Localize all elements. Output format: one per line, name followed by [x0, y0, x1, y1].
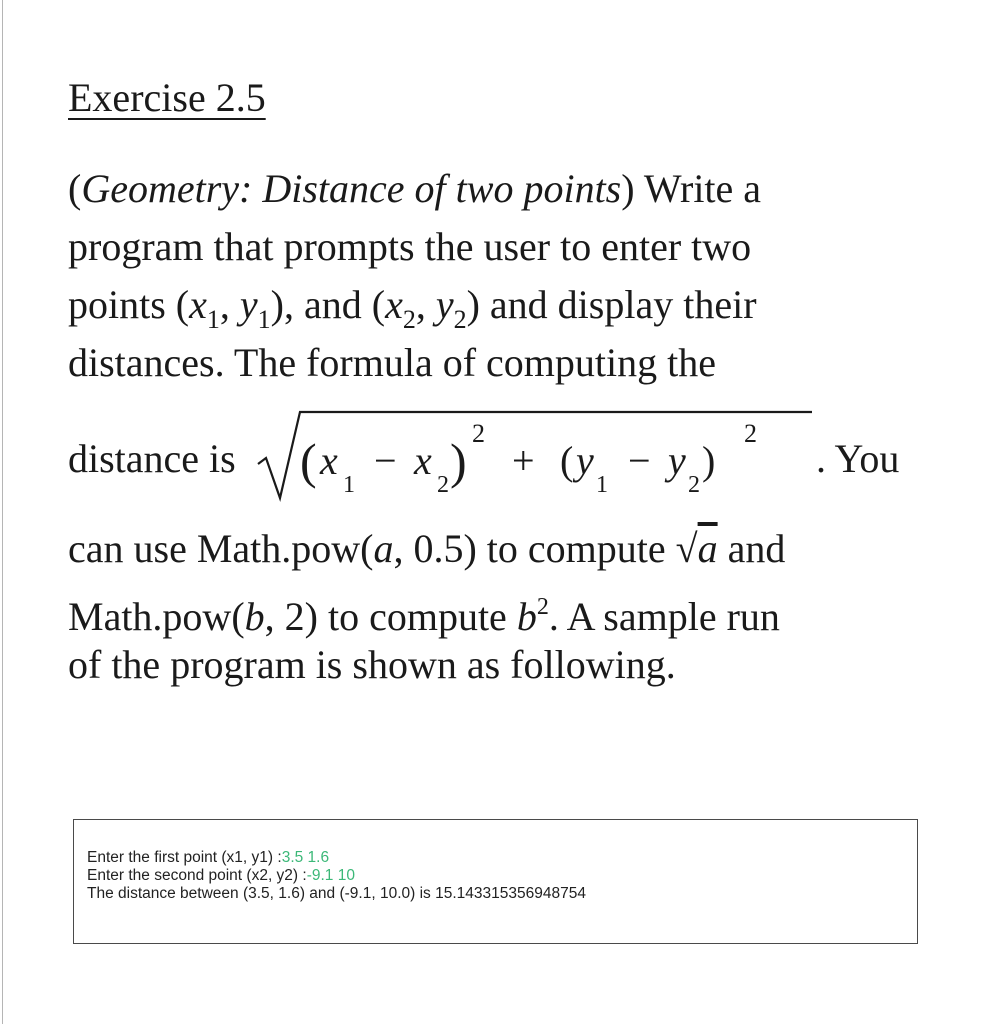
line-text: can use Math.pow(: [68, 526, 374, 571]
comma: ,: [415, 282, 436, 327]
page-left-border: [2, 0, 3, 1024]
formula-after-text: . You: [816, 436, 900, 481]
subscript: 2: [453, 305, 467, 334]
var-y: y: [239, 282, 258, 327]
problem-paragraph: [68, 160, 948, 392]
console-line: [87, 849, 917, 867]
subscript: 1: [257, 305, 271, 334]
sqrt-a: [676, 526, 718, 571]
open-paren: (: [68, 166, 82, 211]
paren-close: ): [450, 433, 467, 489]
line-text: ) Write a: [621, 166, 762, 211]
console-prompt: Enter the first point (x1, y1) :: [87, 849, 282, 866]
paren-close: ): [702, 438, 716, 483]
formula-x1: x: [320, 438, 338, 483]
paragraph-line: [68, 160, 948, 218]
exercise-title: Exercise 2.5: [68, 75, 266, 120]
line-text: , 0.5) to compute: [393, 526, 676, 571]
var-a: a: [697, 526, 718, 571]
line-text: points (: [68, 282, 190, 327]
console-output: The distance between (3.5, 1.6) and (-9.1, 10.0) is 15.143315356948754: [87, 885, 586, 902]
var-a: a: [373, 526, 394, 571]
topic-italic: Geometry: Distance of two points: [81, 166, 622, 211]
var-x: x: [385, 282, 403, 327]
paren-open: (: [300, 433, 317, 489]
line-text: , 2) to compute: [264, 594, 517, 639]
sqrt-sign: √: [675, 526, 698, 571]
formula-exp-2: 2: [744, 419, 757, 448]
console-input: 3.5 1.6: [281, 849, 330, 866]
var-b: b: [516, 594, 537, 639]
line-text: ) and display their: [466, 282, 757, 327]
formula-plus: +: [512, 438, 535, 483]
distance-formula: [256, 400, 816, 510]
formula-lead-text: distance is: [68, 436, 236, 481]
formula-sub-2: 2: [437, 472, 449, 498]
formula-y1: y: [576, 438, 594, 483]
subscript: 1: [206, 305, 220, 334]
paragraph-line: [68, 578, 948, 639]
line-text: . A sample run: [548, 594, 780, 639]
superscript: 2: [536, 594, 549, 620]
formula-y2: y: [668, 438, 686, 483]
formula-x2: x: [414, 438, 432, 483]
paragraph-line: [68, 276, 948, 334]
line-text: Math.pow(: [68, 594, 245, 639]
line-text: and: [717, 526, 786, 571]
formula-sub-1: 1: [343, 472, 355, 498]
paren-open: (: [560, 438, 574, 483]
console-line: [87, 885, 917, 903]
paragraph-line: of the program is shown as following.: [68, 642, 676, 687]
formula-minus: −: [628, 438, 651, 483]
paragraph-line: program that prompts the user to enter two: [68, 224, 752, 269]
console-input: -9.1 10: [306, 867, 355, 884]
var-y: y: [435, 282, 454, 327]
sample-run-console: [73, 819, 918, 944]
hint-paragraph: [68, 520, 948, 694]
console-prompt: Enter the second point (x2, y2) :: [87, 867, 307, 884]
formula-minus: −: [374, 438, 397, 483]
console-line: [87, 867, 917, 885]
paragraph-line: [68, 520, 948, 578]
formula-sub-1: 1: [596, 472, 608, 498]
comma: ,: [219, 282, 240, 327]
var-x: x: [189, 282, 207, 327]
formula-line: [68, 400, 948, 510]
formula-exp-2: 2: [472, 419, 485, 448]
paragraph-line: distances. The formula of computing the: [68, 340, 716, 385]
var-b: b: [244, 594, 265, 639]
radical-sign: [258, 412, 812, 498]
subscript: 2: [402, 305, 416, 334]
formula-sub-2: 2: [688, 472, 700, 498]
line-text: ), and (: [270, 282, 386, 327]
